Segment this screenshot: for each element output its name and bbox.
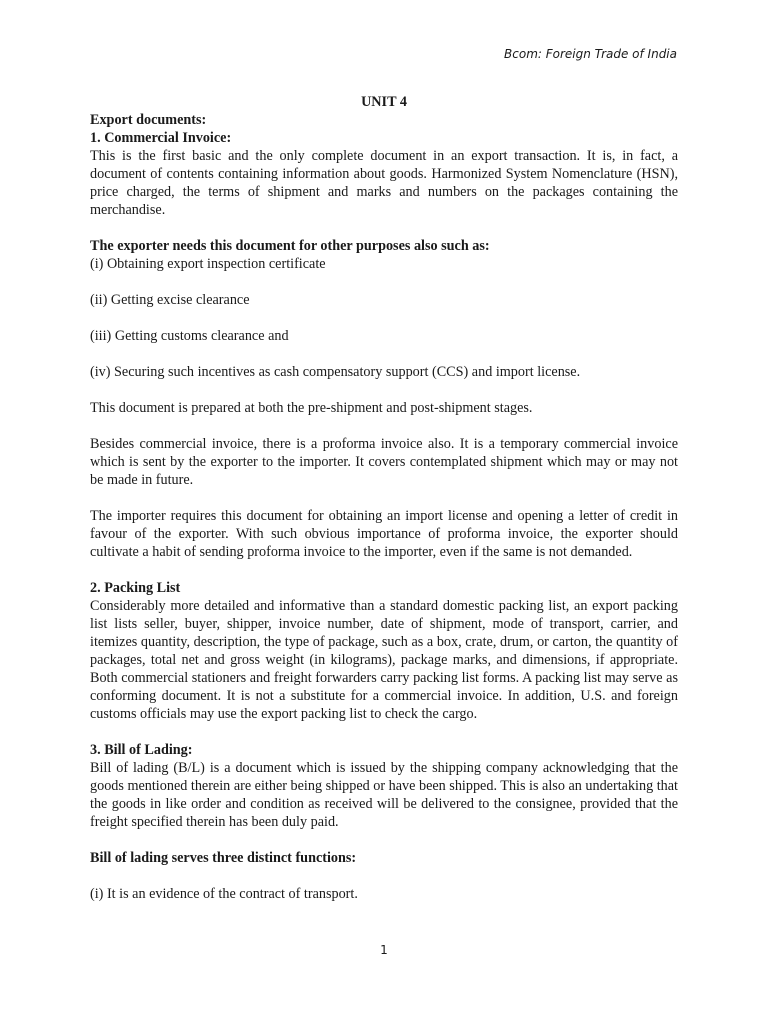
packing-list-body: Considerably more detailed and informative than a standard domestic packing list, an export packing list lists seller, buyer, shipper, invoice number, date of shipment, mode of transport, carrier, and itemizes quantity, description, the type of package, such as a box, crate, drum, or carton, the quantity of packages, total net and gross weight (in kilograms), package marks, and dimensions, if appropriate. Both commercial stationers and freight forwarders carry packing list forms. A packing list may serve as conforming document. It is not a substitute for a commercial invoice. In addition, U.S. and foreign customs officials may use the export packing list to check the cargo. <box>90 598 678 722</box>
spacer <box>90 561 678 579</box>
section-title: Export documents: <box>90 112 207 128</box>
purposes-heading: The exporter needs this document for other purposes also such as: <box>90 238 490 254</box>
purpose-item: (ii) Getting excise clearance <box>90 292 250 308</box>
stages-paragraph: This document is prepared at both the pre-shipment and post-shipment stages. <box>90 400 533 416</box>
commercial-invoice-heading: 1. Commercial Invoice: <box>90 130 232 146</box>
spacer <box>90 381 678 399</box>
commercial-invoice-intro: This is the first basic and the only complete document in an export transaction. It is, in fact, a document of contents containing information about goods. Harmonized System Nomenclature (HSN), price charged, the terms of shipment and marks and numbers on the packages containing the merchandise. <box>90 148 678 218</box>
function-item: (i) It is an evidence of the contract of transport. <box>90 886 358 902</box>
purpose-item: (iv) Securing such incentives as cash compensatory support (CCS) and import license. <box>90 364 581 380</box>
spacer <box>90 489 678 507</box>
page-content <box>90 93 678 903</box>
bill-of-lading-heading: 3. Bill of Lading: <box>90 742 193 758</box>
importer-paragraph: The importer requires this document for obtaining an import license and opening a letter of credit in favour of the exporter. With such obvious importance of proforma invoice, the exporter should cultivate a habit of sending proforma invoice to the importer, even if the same is not demanded. <box>90 508 678 560</box>
spacer <box>90 831 678 849</box>
spacer <box>90 345 678 363</box>
spacer <box>90 417 678 435</box>
spacer <box>90 867 678 885</box>
packing-list-heading: 2. Packing List <box>90 580 181 596</box>
purpose-item: (iii) Getting customs clearance and <box>90 328 289 344</box>
unit-title: UNIT 4 <box>361 94 407 110</box>
spacer <box>90 273 678 291</box>
spacer <box>90 219 678 237</box>
functions-heading: Bill of lading serves three distinct functions: <box>90 850 357 866</box>
spacer <box>90 309 678 327</box>
bill-of-lading-body: Bill of lading (B/L) is a document which is issued by the shipping company acknowledging that the goods mentioned therein are either being shipped or have been shipped. This is also an undertaking that the goods in like order and condition as received will be delivered to the consignee, provided that the freight specified therein has been duly paid. <box>90 760 678 830</box>
running-header: Bcom: Foreign Trade of India <box>504 47 677 61</box>
purpose-item: (i) Obtaining export inspection certificate <box>90 256 326 272</box>
spacer <box>90 723 678 741</box>
page-number: 1 <box>380 943 388 957</box>
proforma-paragraph: Besides commercial invoice, there is a proforma invoice also. It is a temporary commercial invoice which is sent by the exporter to the importer. It covers contemplated shipment which may or may not be made in future. <box>90 436 678 488</box>
